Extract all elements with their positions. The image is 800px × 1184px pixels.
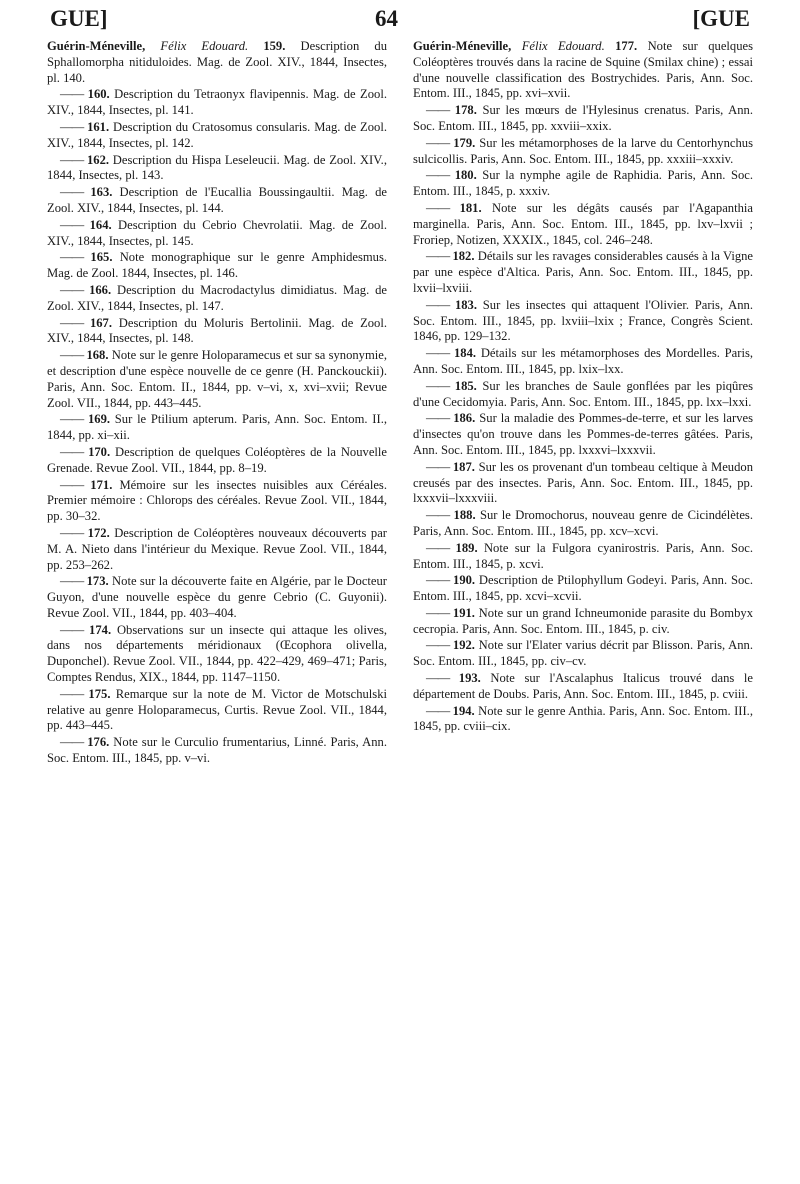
entry-number: 173.	[86, 574, 109, 589]
entry-number: 165.	[90, 250, 113, 265]
ditto-dash: ——	[60, 185, 84, 200]
entry-text: Description du Cratosomus consularis. Mag. de Zool. XIV., 1844, Insectes, pl. 142.	[47, 119, 387, 150]
entry-text: Observations sur un insecte qui attaque les olives, dans nos départements méridionaux (Œcophora olivella, Duponchel). Revue Zool. VII., 1844, pp. 422–429, 469–471; Paris, Comptes Rendus, XIX., 1844, pp. 1147–1150.	[47, 622, 387, 685]
entry-number: 170.	[88, 444, 111, 459]
entry-text: Sur la nymphe agile de Raphidia. Paris, Ann. Soc. Entom. III., 1845, p. xxxiv.	[413, 168, 753, 199]
bibliography-entry	[413, 411, 753, 458]
ditto-dash: ——	[426, 638, 450, 653]
entry-number: 192.	[452, 638, 475, 653]
entry-number: 168.	[86, 348, 109, 363]
entry-number: 178.	[454, 103, 477, 118]
entry-number: 190.	[453, 573, 476, 588]
entry-text: Détails sur les métamorphoses des Mordelles. Paris, Ann. Soc. Entom. III., 1845, pp. lxix–lxx.	[413, 346, 753, 376]
bibliography-entry	[47, 153, 387, 185]
ditto-dash: ——	[426, 200, 450, 215]
bibliography-entry	[413, 168, 753, 200]
entry-text: Sur les mœurs de l'Hylesinus crenatus. Paris, Ann. Soc. Entom. III., 1845, pp. xxviii–xxix.	[413, 103, 754, 133]
entry-text: Sur la maladie des Pommes-de-terre, et sur les larves d'insectes qu'on trouve dans les Pommes-de-terres gâtées. Paris, Ann. Soc. Entom. III., 1845, pp. lxxxvi–lxxxvii.	[413, 411, 753, 457]
bibliography-entry	[47, 283, 387, 315]
ditto-dash: ——	[60, 348, 84, 363]
ditto-dash: ——	[60, 282, 84, 297]
entry-number: 163.	[90, 185, 113, 200]
bibliography-entry	[413, 508, 753, 540]
entry-number: 176.	[87, 735, 110, 750]
bibliography-entry	[47, 250, 387, 282]
ditto-dash: ——	[60, 412, 84, 427]
entry-number: 181.	[459, 200, 482, 215]
ditto-dash: ——	[60, 622, 84, 637]
ditto-dash: ——	[426, 573, 450, 588]
page-header	[50, 6, 750, 34]
entry-number: 164.	[89, 217, 112, 232]
entry-number: 167.	[89, 315, 112, 330]
entry-number: 186.	[453, 411, 476, 426]
entry-text: Description du Moluris Bertolinii. Mag. de Zool. XIV., 1844, Insectes, pl. 148.	[47, 315, 387, 346]
bibliography-entry	[47, 185, 387, 217]
left-column	[47, 39, 387, 768]
ditto-dash: ——	[426, 297, 450, 312]
entry-text: Remarque sur la note de M. Victor de Motschulski relative au genre Holoparamecus, Curtis. Revue Zool. VII., 1844, pp. 443–445.	[47, 686, 388, 733]
author-first-name: Félix Edouard.	[160, 39, 249, 53]
entry-text: Sur les branches de Saule gonflées par les piqûres d'une Cecidomyia. Paris, Ann. Soc. Entom. III., 1845, pp. lxx–lxxi.	[413, 378, 753, 409]
ditto-dash: ——	[60, 686, 84, 701]
ditto-dash: ——	[60, 119, 84, 134]
bibliography-entry	[47, 478, 387, 525]
ditto-dash: ——	[426, 671, 450, 686]
entry-text: Sur le Dromochorus, nouveau genre de Cicindélètes. Paris, Ann. Soc. Entom. III., 1845, pp. xcv–xcvi.	[413, 508, 753, 538]
entry-text: Description du Tetraonyx flavipennis. Mag. de Zool. XIV., 1844, Insectes, pl. 141.	[47, 87, 387, 118]
entry-text: Note sur le genre Holoparamecus et sur sa synonymie, et description d'une espèce nouvelle de ce genre (H. Panckouckii). Paris, Ann. Soc. Entom. II., 1844, pp. v–vi, x, xvi–xvii; Revue Zool. VII., 1844, pp. 443–445.	[47, 348, 387, 410]
bibliography-entry	[413, 103, 753, 135]
bibliography-entry	[413, 249, 753, 296]
ditto-dash: ——	[426, 346, 450, 361]
entry-number: 162.	[86, 152, 110, 167]
entry-text: Description de Ptilophyllum Godeyi. Paris, Ann. Soc. Entom. III., 1845, pp. xcvi–xcvii.	[413, 573, 753, 604]
entry-number: 187.	[452, 459, 475, 474]
bibliography-entry	[47, 348, 387, 411]
author-name: Guérin-Méneville,	[413, 39, 512, 53]
ditto-dash: ——	[60, 217, 84, 232]
entry-text: Description du Macrodactylus dimidiatus. Mag. de Zool. XIV., 1844, Insectes, pl. 147.	[47, 282, 387, 313]
entry-text: Description du Hispa Leseleucii. Mag. de Zool. XIV., 1844, Insectes, pl. 143.	[47, 152, 387, 183]
entry-number: 182.	[452, 249, 475, 264]
entry-number: 183.	[454, 297, 477, 312]
bibliography-entry	[47, 574, 387, 621]
entry-text: Sur les insectes qui attaquent l'Olivier. Paris, Ann. Soc. Entom. III., 1845, pp. lxviii–lxix ; France, Congrès Scient. 1846, pp. 129–132.	[413, 297, 754, 344]
entry-text: Sur les métamorphoses de la larve du Centorhynchus sulcicollis. Paris, Ann. Soc. Entom. III., 1845, pp. xxxiii–xxxiv.	[413, 135, 753, 166]
entry-text: Description du Cebrio Chevrolatii. Mag. de Zool. XIV., 1844, Insectes, pl. 145.	[47, 217, 387, 248]
entry-number: 161.	[87, 119, 110, 134]
entry-text: Sur le Ptilium apterum. Paris, Ann. Soc. Entom. II., 1844, pp. xi–xii.	[47, 412, 387, 443]
bibliography-entry	[413, 573, 753, 605]
bibliography-entry	[413, 606, 753, 638]
bibliography-entry	[413, 298, 753, 345]
entry-number: 191.	[452, 605, 475, 620]
entry-text: Note sur un grand Ichneumonide parasite du Bombyx cecropia. Paris, Ann. Soc. Entom. III., 1845, p. civ.	[413, 605, 753, 636]
bibliography-entry	[413, 704, 753, 736]
author-name: Guérin-Méneville,	[47, 39, 146, 53]
entry-text: Note sur le genre Anthia. Paris, Ann. Soc. Entom. III., 1845, pp. cviii–cix.	[413, 703, 753, 734]
entry-number: 179.	[453, 135, 476, 150]
entry-number: 180.	[454, 168, 477, 183]
ditto-dash: ——	[426, 508, 450, 523]
entry-number: 160.	[87, 87, 110, 102]
bibliography-entry	[413, 460, 753, 507]
entry-number: 175.	[88, 686, 111, 701]
ditto-dash: ——	[60, 735, 84, 750]
ditto-dash: ——	[426, 540, 450, 555]
entry-number: 188.	[453, 508, 476, 523]
ditto-dash: ——	[60, 444, 84, 459]
entry-number: 185.	[454, 378, 477, 393]
bibliography-entry	[47, 412, 387, 444]
entry-number: 177.	[615, 39, 638, 53]
entry-text: Note monographique sur le genre Amphidesmus. Mag. de Zool. 1844, Insectes, pl. 146.	[47, 250, 388, 281]
entry-text: Description de quelques Coléoptères de la Nouvelle Grenade. Revue Zool. VII., 1844, pp. 8–19.	[47, 444, 388, 475]
ditto-dash: ——	[426, 249, 450, 264]
entry-number: 174.	[89, 622, 112, 637]
header-left: GUE]	[50, 6, 108, 31]
entry-text: Mémoire sur les insectes nuisibles aux Céréales. Premier mémoire : Chlorops des céréales. Revue Zool. VII., 1844, pp. 30–32.	[47, 477, 387, 524]
bibliography-entry	[47, 445, 387, 477]
bibliography-entry	[47, 316, 387, 348]
entry-text: Note sur l'Elater varius décrit par Blisson. Paris, Ann. Soc. Entom. III., 1845, pp. civ–cv.	[413, 638, 753, 669]
entry-text: Note sur les dégâts causés par l'Agapanthia marginella. Paris, Ann. Soc. Entom. III., 1845, pp. lxv–lxvii ; Froriep, Notizen, XXXIX., 1845, col. 246–248.	[413, 200, 753, 247]
ditto-dash: ——	[60, 250, 84, 265]
entry-number: 184.	[453, 346, 477, 361]
ditto-dash: ——	[426, 459, 450, 474]
bibliography-entry	[413, 638, 753, 670]
author-first-name: Félix Edouard.	[521, 39, 605, 53]
entry-number: 166.	[89, 282, 112, 297]
bibliography-entry	[413, 379, 753, 411]
entry-number: 159.	[263, 39, 286, 53]
entry-number: 172.	[87, 525, 110, 540]
entry-text: Description de l'Eucallia Boussingaultii. Mag. de Zool. XIV., 1844, Insectes, pl. 144.	[47, 185, 387, 215]
bibliography-entry	[47, 218, 387, 250]
ditto-dash: ——	[60, 87, 84, 102]
ditto-dash: ——	[60, 477, 84, 492]
bibliography-entry	[47, 526, 387, 573]
ditto-dash: ——	[426, 703, 450, 718]
bibliography-entry	[413, 39, 753, 102]
ditto-dash: ——	[60, 152, 84, 167]
ditto-dash: ——	[426, 411, 450, 426]
bibliography-entry	[413, 201, 753, 248]
entry-text: Description de Coléoptères nouveaux découverts par M. A. Nieto dans l'intérieur du Mexique. Revue Zool. VII., 1844, pp. 253–262.	[47, 525, 387, 572]
ditto-dash: ——	[426, 605, 450, 620]
entry-number: 194.	[452, 703, 475, 718]
bibliography-entry	[47, 87, 387, 119]
bibliography-entry	[413, 541, 753, 573]
entry-text: Note sur la Fulgora cyanirostris. Paris, Ann. Soc. Entom. III., 1845, p. xcvi.	[413, 540, 753, 571]
entry-text: Note sur le Curculio frumentarius, Linné. Paris, Ann. Soc. Entom. III., 1845, pp. v–vi.	[47, 735, 387, 766]
bibliography-entry	[47, 735, 387, 767]
right-column	[413, 39, 753, 736]
entry-number: 193.	[458, 671, 481, 686]
bibliography-entry	[47, 623, 387, 686]
entry-text: Sur les os provenant d'un tombeau celtique à Meudon creusés par des insectes. Paris, Ann. Soc. Entom. III., 1845, pp. lxxxvii–lxxxviii.	[413, 459, 753, 506]
ditto-dash: ——	[426, 135, 450, 150]
ditto-dash: ——	[60, 525, 84, 540]
ditto-dash: ——	[426, 168, 450, 183]
ditto-dash: ——	[60, 315, 84, 330]
entry-text: Note sur la découverte faite en Algérie, par le Docteur Guyon, d'une nouvelle espèce du genre Cebrio (C. Guyonii). Revue Zool. VII., 1844, pp. 403–404.	[47, 574, 387, 620]
bibliography-entry	[47, 687, 387, 734]
ditto-dash: ——	[426, 103, 450, 118]
ditto-dash: ——	[426, 378, 450, 393]
entry-text: Description du Sphallomorpha nitiduloides. Mag. de Zool. XIV., 1844, Insectes, pl. 140.	[47, 39, 387, 85]
page-number: 64	[375, 6, 398, 31]
bibliography-entry	[47, 39, 387, 86]
entry-text: Détails sur les ravages considerables causés à la Vigne par une espèce d'Altica. Paris, Ann. Soc. Entom. III., 1845, pp. lxvii–lxviii.	[413, 249, 754, 295]
ditto-dash: ——	[60, 574, 84, 589]
entry-text: Note sur quelques Coléoptères trouvés dans la racine de Squine (Smilax chine) ; essai d'une nouvelle classification des Bostrychides. Paris, Ann. Soc. Entom. III., 1845, pp. xvi–xvii.	[413, 39, 754, 101]
entry-number: 189.	[455, 540, 478, 555]
header-right: [GUE	[692, 6, 750, 31]
bibliography-entry	[47, 120, 387, 152]
entry-number: 169.	[87, 412, 111, 427]
bibliography-entry	[413, 671, 753, 703]
entry-text: Note sur l'Ascalaphus Italicus trouvé dans le département de Doubs. Paris, Ann. Soc. Entom. III., 1845, p. cviii.	[413, 671, 753, 701]
entry-number: 171.	[90, 477, 113, 492]
bibliography-entry	[413, 136, 753, 168]
bibliography-entry	[413, 346, 753, 378]
